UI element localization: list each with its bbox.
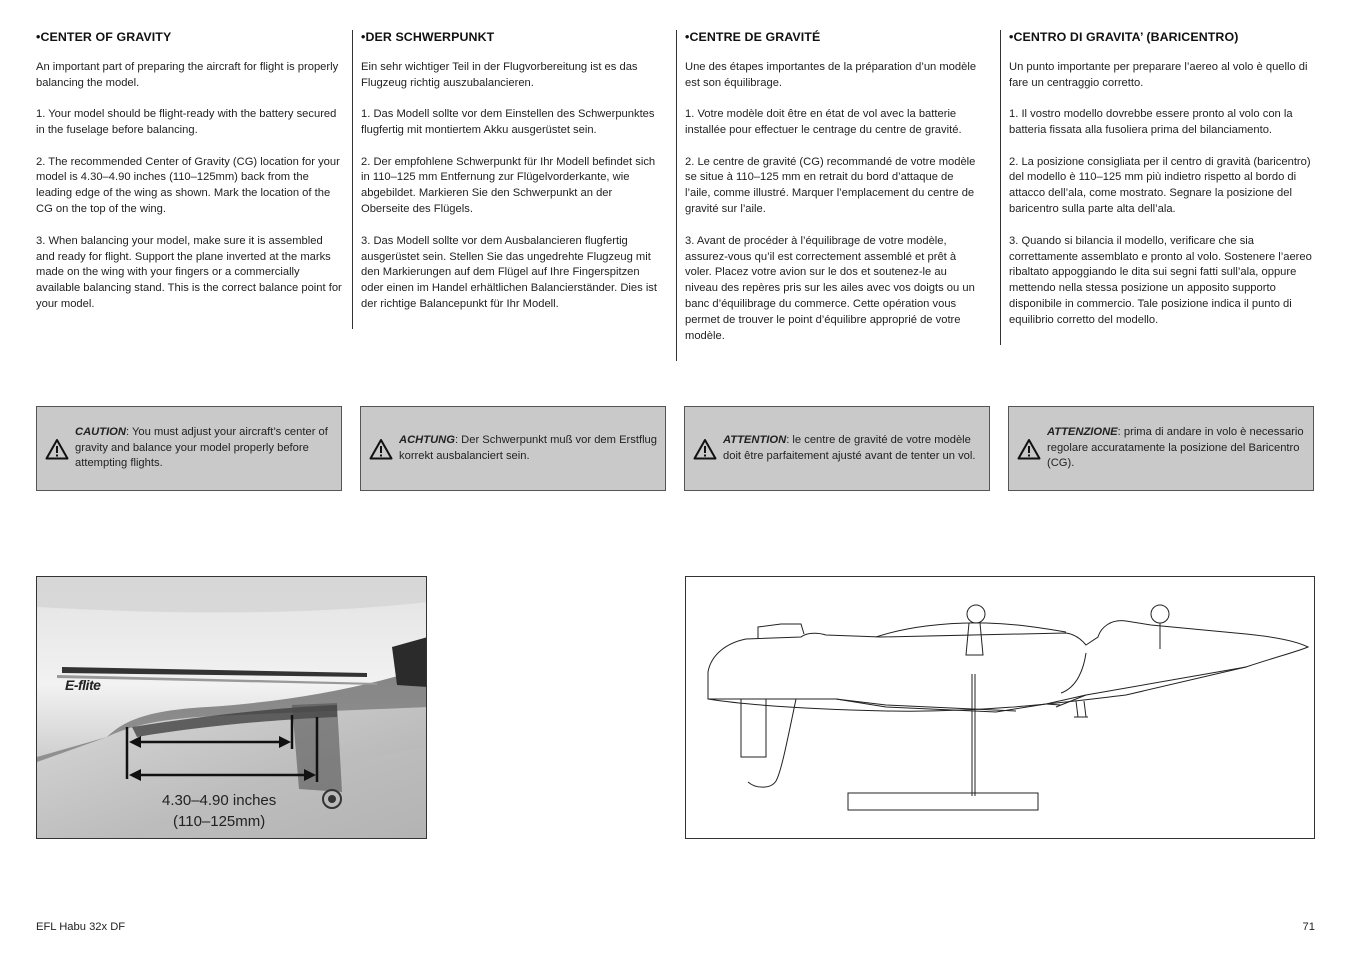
section-center-of-gravity-de: [352, 30, 658, 329]
paragraph: Ein sehr wichtiger Teil in der Flugvorbereitung ist es das Flugzeug richtig auszubalancieren.: [361, 60, 638, 89]
eflite-logo: E-flite: [65, 677, 101, 693]
cg-distance-mm: (110–125mm): [173, 813, 266, 830]
paragraph: 3. Quando si bilancia il modello, verificare che sia correttamente assemblato e pronto al volo. Sostenere l’aereo ribaltato appoggiando le dita sui segni fatti sull’ala, oppure mettendo nella stessa posizione un apposito supporto disponibile in commercio. Tale posizione indica il punto di equilibrio corretto del modello.: [1009, 234, 1312, 327]
balance-stand-illustration: [686, 577, 1316, 840]
paragraph: Une des étapes importantes de la préparation d’un modèle est son équilibrage.: [685, 60, 977, 89]
section-heading: •DER SCHWERPUNKT: [361, 30, 495, 44]
section-heading: •CENTER OF GRAVITY: [36, 30, 172, 44]
caution-label: ATTENZIONE: [1047, 425, 1118, 438]
caution-label: ATTENTION: [723, 433, 787, 446]
paragraph: 2. The recommended Center of Gravity (CG) location for your model is 4.30–4.90 inches (110–125mm) back from the leading edge of the wing as shown. Mark the location of the CG on the top of the wing.: [36, 155, 340, 216]
caution-text: ATTENTION: le centre de gravité de votre modèle doit être parfaitement ajusté avant de tenter un vol.: [723, 433, 976, 462]
caution-label: ACHTUNG: [399, 433, 455, 446]
warning-triangle-icon: [1017, 438, 1041, 460]
paragraph: 3. Avant de procéder à l’équilibrage de votre modèle, assurez-vous qu’il est correctement assemblé et prêt à voler. Placez votre avion sur le dos et soutenez-le au niveau des repères pris sur les ailes avec vos doigts ou un banc d’équilibrage du commerce. Cette opération vous permet de trouver le point d’équilibre approprié de votre modèle.: [685, 234, 975, 343]
warning-triangle-icon: [45, 438, 69, 460]
section-heading: •CENTRO DI GRAVITA’ (BARICENTRO): [1009, 30, 1239, 44]
paragraph: An important part of preparing the aircraft for flight is properly balancing the model.: [36, 60, 339, 89]
caution-box-de: [360, 406, 666, 491]
footer-model-name: EFL Habu 32x DF: [36, 921, 126, 933]
paragraph: 1. Your model should be flight-ready with the battery secured in the fuselage before balancing.: [36, 108, 337, 137]
section-heading: •CENTRE DE GRAVITÉ: [685, 30, 821, 44]
paragraph: 1. Il vostro modello dovrebbe essere pronto al volo con la batteria fissata alla fusoliera prima del bilanciamento.: [1009, 108, 1293, 137]
caution-label: CAUTION: [75, 425, 126, 438]
caution-box-fr: [684, 406, 990, 491]
paragraph: 1. Votre modèle doit être en état de vol avec la batterie installée pour effectuer le centrage du centre de gravité.: [685, 108, 962, 137]
cg-distance-inches: 4.30–4.90 inches: [162, 792, 277, 809]
caution-text: CAUTION: You must adjust your aircraft’s center of gravity and balance your model properly before attempting flights.: [75, 425, 328, 470]
paragraph: 3. Das Modell sollte vor dem Ausbalancieren flugfertig ausgerüstet sein. Stellen Sie das ungedrehte Flugzeug mit den Markierungen auf dem Flügel auf Ihre Fingerspitzen oder einen im Handel erhältlichen Balancierständer. Dies ist der richtige Balancepunkt für Ihr Modell.: [361, 234, 658, 311]
caution-text: ATTENZIONE: prima di andare in volo è necessario regolare accuratamente la posizione del Baricentro (CG).: [1047, 425, 1304, 470]
paragraph: 2. La posizione consigliata per il centro di gravità (baricentro) del modello è 110–125 mm più indietro rispetto al bordo di attacco dell’ala, come mostrato. Segnare la posizione del baricentro sulla parte alta dell’ala.: [1009, 155, 1311, 216]
caution-box-it: [1008, 406, 1314, 491]
paragraph: Un punto importante per preparare l’aereo al volo è quello di fare un centraggio corretto.: [1009, 60, 1308, 89]
paragraph: 3. When balancing your model, make sure it is assembled and ready for flight. Support the plane inverted at the marks made on the wing with your fingers or a commercially available balancing stand. This is the correct balance point for your model.: [36, 234, 342, 311]
section-center-of-gravity-it: [1000, 30, 1316, 345]
page-number: 71: [1302, 921, 1315, 933]
section-center-of-gravity-en: [36, 30, 342, 329]
warning-triangle-icon: [693, 438, 717, 460]
paragraph: 1. Das Modell sollte vor dem Einstellen des Schwerpunktes flugfertig mit montiertem Akku ausgerüstet sein.: [361, 108, 655, 137]
cg-measurement-photo: [36, 576, 427, 839]
section-center-of-gravity-fr: [676, 30, 982, 361]
cg-distance-label: [162, 790, 276, 832]
paragraph: 2. Der empfohlene Schwerpunkt für Ihr Modell befindet sich in 110–125 mm Entfernung zur Flügelvorderkante, wie abgebildet. Markieren Sie den Schwerpunkt an der Oberseite des Flügels.: [361, 155, 656, 216]
paragraph: 2. Le centre de gravité (CG) recommandé de votre modèle se situe à 110–125 mm en retrait du bord d’attaque de l’aile, comme illustré. Marquer l’emplacement du centre de gravité sur l’aile.: [685, 155, 976, 216]
warning-triangle-icon: [369, 438, 393, 460]
balance-stand-diagram: [685, 576, 1315, 839]
caution-box-en: [36, 406, 342, 491]
caution-text: ACHTUNG: Der Schwerpunkt muß vor dem Erstflug korrekt ausbalanciert sein.: [399, 433, 658, 462]
